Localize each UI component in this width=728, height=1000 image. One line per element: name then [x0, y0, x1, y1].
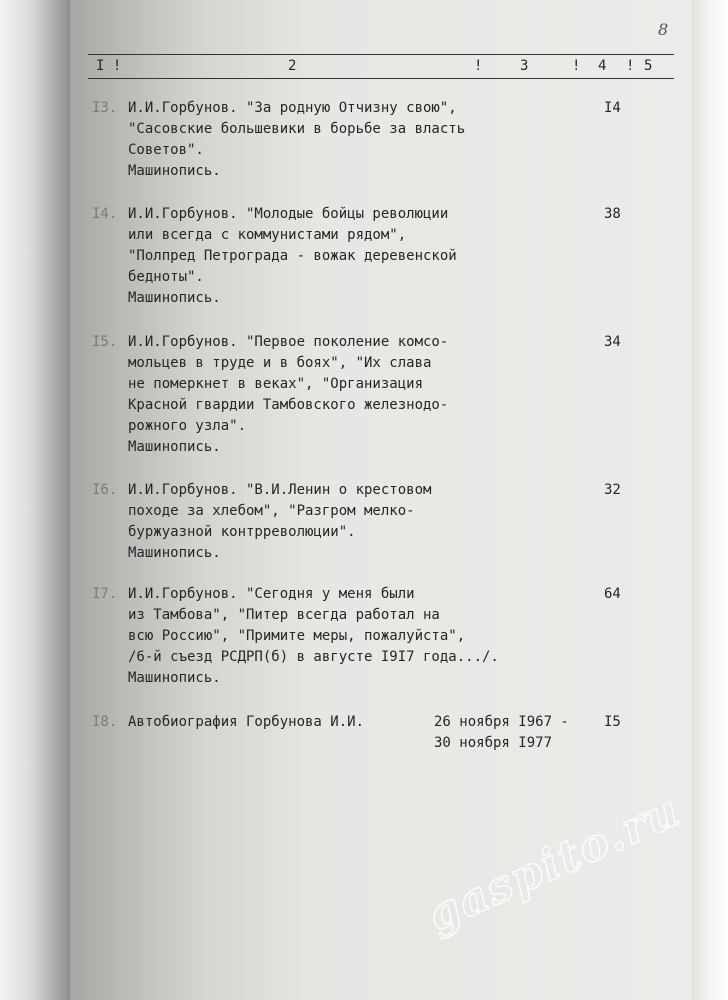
description-line: или всегда с коммунистами рядом", — [128, 227, 407, 243]
description-line: Машинопись. — [128, 670, 221, 686]
description-line: Машинопись. — [128, 439, 221, 455]
description-line: Машинопись. — [128, 545, 221, 561]
description-line: "Полпред Петрограда - вожак деревенской — [128, 248, 457, 264]
header-separator-3: ! — [626, 58, 635, 74]
date-line: 26 ноября I967 - — [434, 714, 569, 730]
description-line: И.И.Горбунов. "За родную Отчизну свою", — [128, 100, 457, 116]
description-line: бедноты". — [128, 269, 204, 285]
description-line: не померкнет в веках", "Организация — [128, 376, 424, 392]
description-line: Красной гвардии Тамбовского железнодо- — [128, 397, 449, 413]
header-bottom-rule — [88, 78, 674, 79]
row-description — [128, 480, 458, 564]
description-line: И.И.Горбунов. "Сегодня у меня были — [128, 586, 415, 602]
description-line: И.И.Горбунов. "Первое поколение комсо- — [128, 334, 449, 350]
description-line: И.И.Горбунов. "В.И.Ленин о крестовом — [128, 482, 432, 498]
description-line: рожного узла". — [128, 418, 247, 434]
description-line: Автобиография Горбунова И.И. — [128, 714, 365, 730]
header-col-4: 4 — [598, 58, 607, 74]
row-sheet-count: 38 — [604, 206, 621, 222]
row-sheet-count: 32 — [604, 482, 621, 498]
left-margin-shadow — [0, 0, 70, 1000]
date-line: 30 ноября I977 — [434, 735, 553, 751]
row-description — [128, 98, 466, 182]
header-top-rule — [88, 54, 674, 55]
description-line: Советов". — [128, 142, 204, 158]
header-separator-2: ! — [572, 58, 581, 74]
description-line: буржуазной контрреволюции". — [128, 524, 356, 540]
row-number: I6. — [92, 482, 118, 498]
header-col-1: I ! — [96, 58, 122, 74]
description-line: Машинопись. — [128, 163, 221, 179]
row-number: I7. — [92, 586, 118, 602]
header-col-3: 3 — [520, 58, 529, 74]
header-separator-1: ! — [474, 58, 483, 74]
description-line: из Тамбова", "Питер всегда работал на — [128, 607, 440, 623]
row-number: I4. — [92, 206, 118, 222]
header-col-2: 2 — [288, 58, 297, 74]
row-description — [128, 712, 458, 733]
description-line: И.И.Горбунов. "Молодые бойцы революции — [128, 206, 449, 222]
row-description — [128, 204, 458, 309]
site-watermark: gaspito.ru — [420, 784, 689, 942]
column-header-row — [88, 58, 674, 78]
row-number: I5. — [92, 334, 118, 350]
header-col-5: 5 — [644, 58, 653, 74]
row-number: I3. — [92, 100, 118, 116]
description-line: походе за хлебом", "Разгром мелко- — [128, 503, 415, 519]
row-sheet-count: 34 — [604, 334, 621, 350]
row-sheet-count: 64 — [604, 586, 621, 602]
row-sheet-count: I5 — [604, 714, 621, 730]
row-description — [128, 332, 458, 458]
description-line: мольцев в труде и в боях", "Их слава — [128, 355, 432, 371]
row-number: I8. — [92, 714, 118, 730]
description-line: /6-й съезд РСДРП(б) в августе I9I7 года.../. — [128, 649, 499, 665]
row-description — [128, 584, 499, 689]
row-dates — [434, 712, 574, 754]
description-line: всю Россию", "Примите меры, пожалуйста", — [128, 628, 466, 644]
description-line: Машинопись. — [128, 290, 221, 306]
row-sheet-count: I4 — [604, 100, 621, 116]
page-number-mark: 8 — [658, 20, 669, 39]
description-line: "Сасовские большевики в борьбе за власть — [128, 121, 466, 137]
paper-edge — [692, 0, 728, 1000]
